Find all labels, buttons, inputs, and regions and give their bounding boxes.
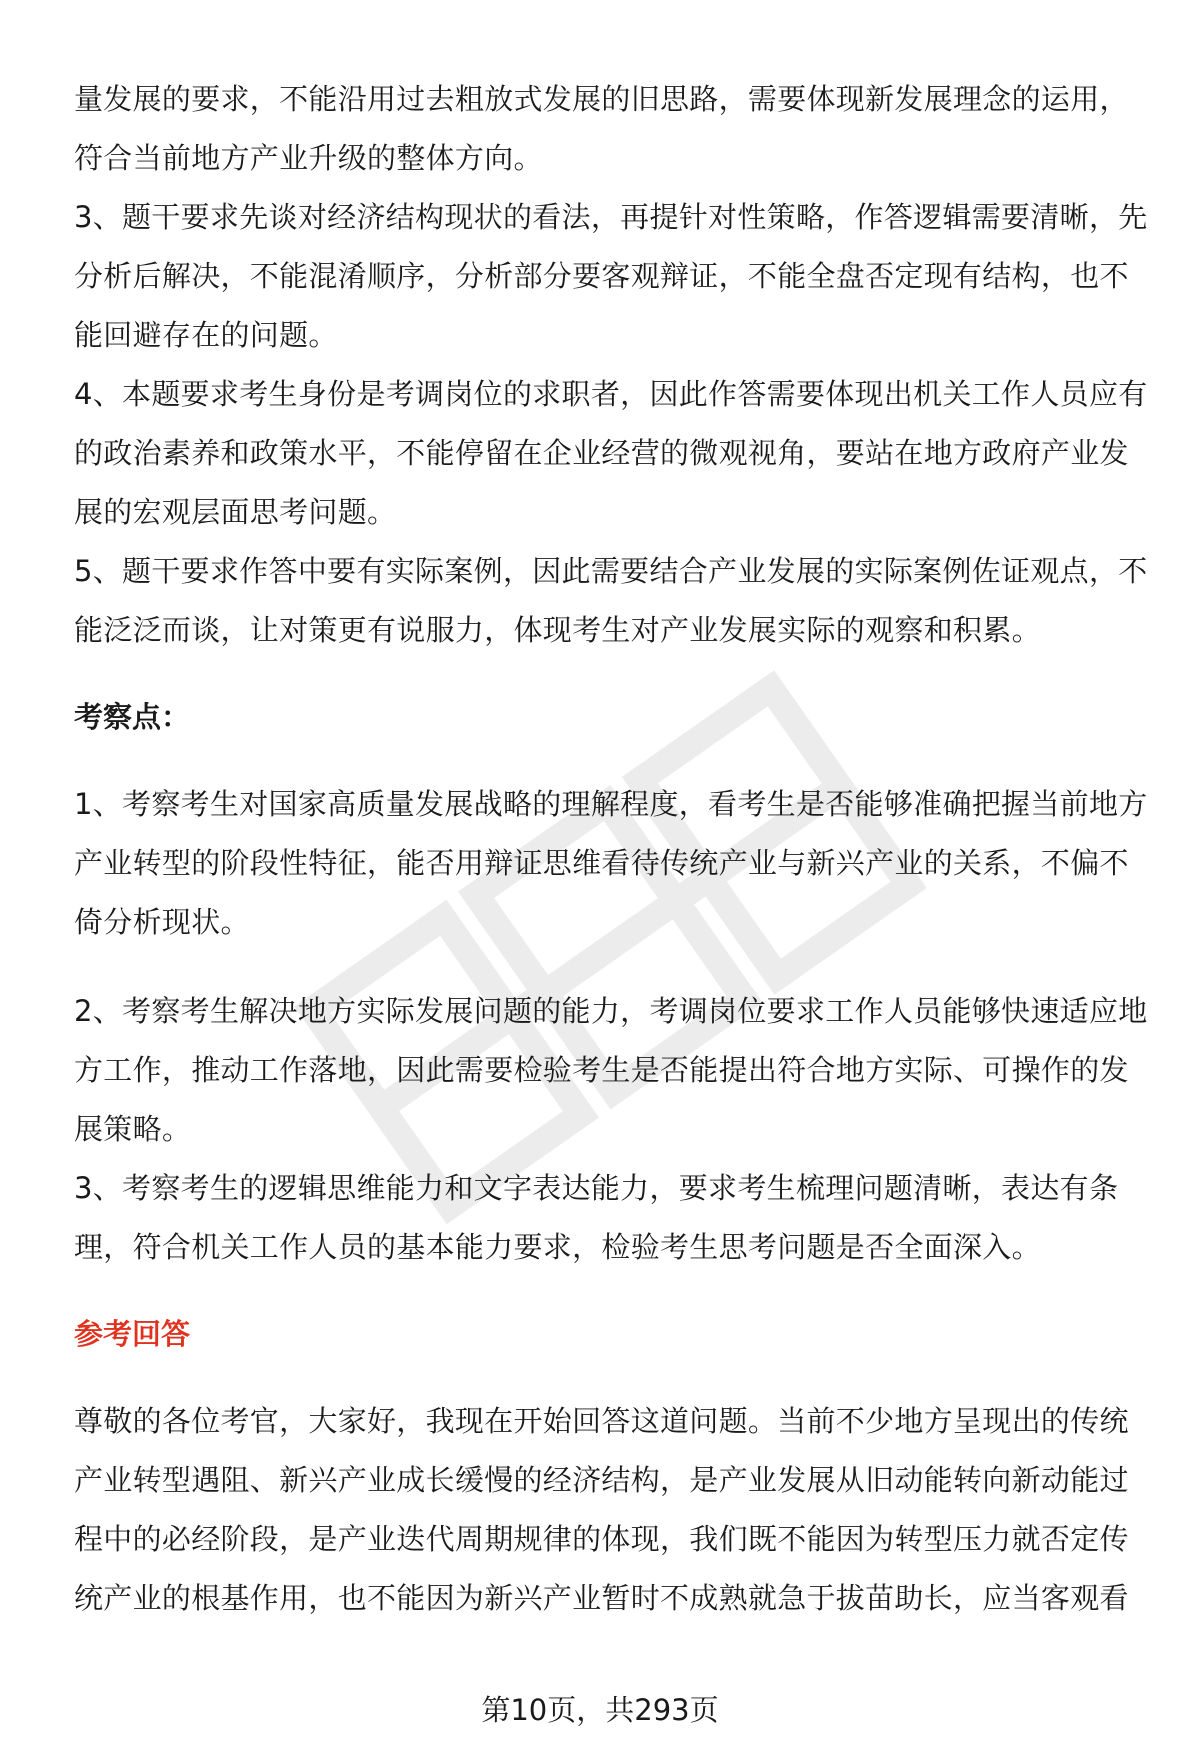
paragraph-point-3: 3、题干要求先谈对经济结构现状的看法，再提针对性策略，作答逻辑需要清晰，先分析后解决，不能混淆顺序，分析部分要客观辩证，不能全盘否定现有结构，也不能回避存在的问题。 bbox=[74, 200, 1148, 352]
section-heading-exam-points: 考察点： bbox=[74, 700, 191, 734]
paragraph-point-5: 5、题干要求作答中要有实际案例，因此需要结合产业发展的实际案例佐证观点，不能泛泛而谈，让对策更有说服力，体现考生对产业发展实际的观察和积累。 bbox=[74, 554, 1148, 647]
section-heading-reference-answer: 参考回答 bbox=[74, 1317, 191, 1351]
exam-point-1: 1、考察考生对国家高质量发展战略的理解程度，看考生是否能够准确把握当前地方产业转型的阶段性特征，能否用辩证思维看待传统产业与新兴产业的关系，不偏不倚分析现状。 bbox=[74, 787, 1148, 939]
paragraph-point-4: 4、本题要求考生身份是考调岗位的求职者，因此作答需要体现出机关工作人员应有的政治素养和政策水平，不能停留在企业经营的微观视角，要站在地方政府产业发展的宏观层面思考问题。 bbox=[74, 377, 1148, 529]
document-page bbox=[74, 70, 1148, 1628]
exam-point-3: 3、考察考生的逻辑思维能力和文字表达能力，要求考生梳理问题清晰，表达有条理，符合机关工作人员的基本能力要求，检验考生思考问题是否全面深入。 bbox=[74, 1171, 1119, 1264]
page-number-footer: 第10页，共293页 bbox=[481, 1693, 719, 1727]
paragraph-continuation: 量发展的要求，不能沿用过去粗放式发展的旧思路，需要体现新发展理念的运用，符合当前地方产业升级的整体方向。 bbox=[74, 82, 1129, 175]
reference-answer-body: 尊敬的各位考官，大家好，我现在开始回答这道问题。当前不少地方呈现出的传统产业转型遇阻、新兴产业成长缓慢的经济结构，是产业发展从旧动能转向新动能过程中的必经阶段，是产业迭代周期规律的体现，我们既不能因为转型压力就否定传统产业的根基作用，也不能因为新兴产业暂时不成熟就急于拔苗助长，应当客观看 bbox=[74, 1404, 1129, 1615]
exam-point-2: 2、考察考生解决地方实际发展问题的能力，考调岗位要求工作人员能够快速适应地方工作，推动工作落地，因此需要检验考生是否能提出符合地方实际、可操作的发展策略。 bbox=[74, 994, 1148, 1146]
